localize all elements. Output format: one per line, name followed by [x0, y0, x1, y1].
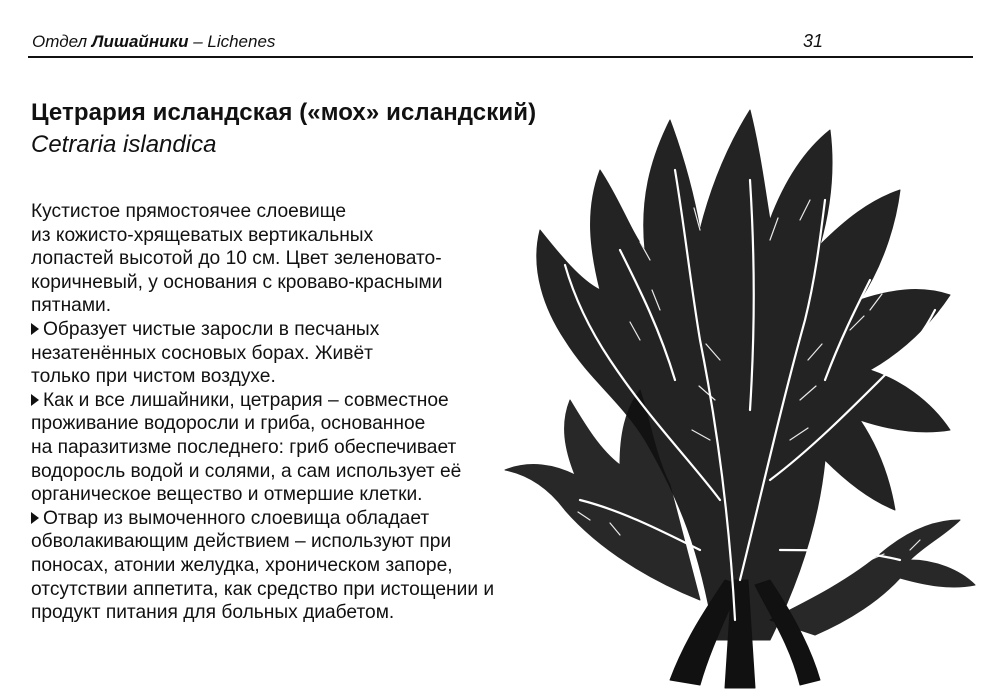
line-text: из кожисто-хрящеватых вертикальных — [31, 224, 374, 246]
lichen-illustration — [470, 80, 990, 690]
line-text: обволакивающим действием – используют при — [31, 531, 452, 553]
section-title — [32, 32, 275, 52]
section-name-bold: Лишайники — [91, 32, 189, 51]
line-text: отсутствии аппетита, как средство при истощении и — [31, 578, 495, 600]
line-text: незатенённых сосновых борах. Живёт — [31, 342, 373, 364]
line-text: коричневый, у основания с кроваво-красными — [31, 271, 443, 293]
line-text: Кустистое прямостоячее слоевище — [31, 201, 346, 222]
line-text: поносах, атонии желудка, хроническом запоре, — [31, 554, 453, 576]
line-text: на паразитизме последнего: гриб обеспечивает — [31, 436, 457, 458]
line-text: Отвар из вымоченного слоевища обладает — [43, 507, 430, 529]
page-number: 31 — [802, 31, 823, 51]
section-prefix: Отдел — [32, 32, 92, 51]
bullet-arrow-icon — [31, 394, 39, 406]
bullet-arrow-icon — [31, 512, 39, 524]
line-text: только при чистом воздухе. — [31, 366, 276, 388]
line-text: лопастей высотой до 10 см. Цвет зеленовато- — [31, 248, 442, 270]
running-header — [28, 28, 973, 58]
bullet-arrow-icon — [31, 323, 39, 335]
line-text: органическое вещество и отмершие клетки. — [31, 484, 423, 506]
section-latin: – Lichenes — [188, 32, 276, 51]
line-text: проживание водоросли и гриба, основанное — [31, 413, 426, 435]
line-text: Образует чистые заросли в песчаных — [43, 318, 380, 340]
line-text: Как и все лишайники, цетрария – совместное — [43, 389, 449, 411]
line-text: пятнами. — [31, 295, 112, 317]
latin-name: Cetraria islandica — [31, 131, 217, 158]
article-title: Цетрария исландская («мох» исландский) — [31, 99, 537, 126]
line-text: продукт питания для больных диабетом. — [31, 602, 395, 624]
line-text: водоросль водой и солями, а сам использует её — [31, 460, 462, 482]
